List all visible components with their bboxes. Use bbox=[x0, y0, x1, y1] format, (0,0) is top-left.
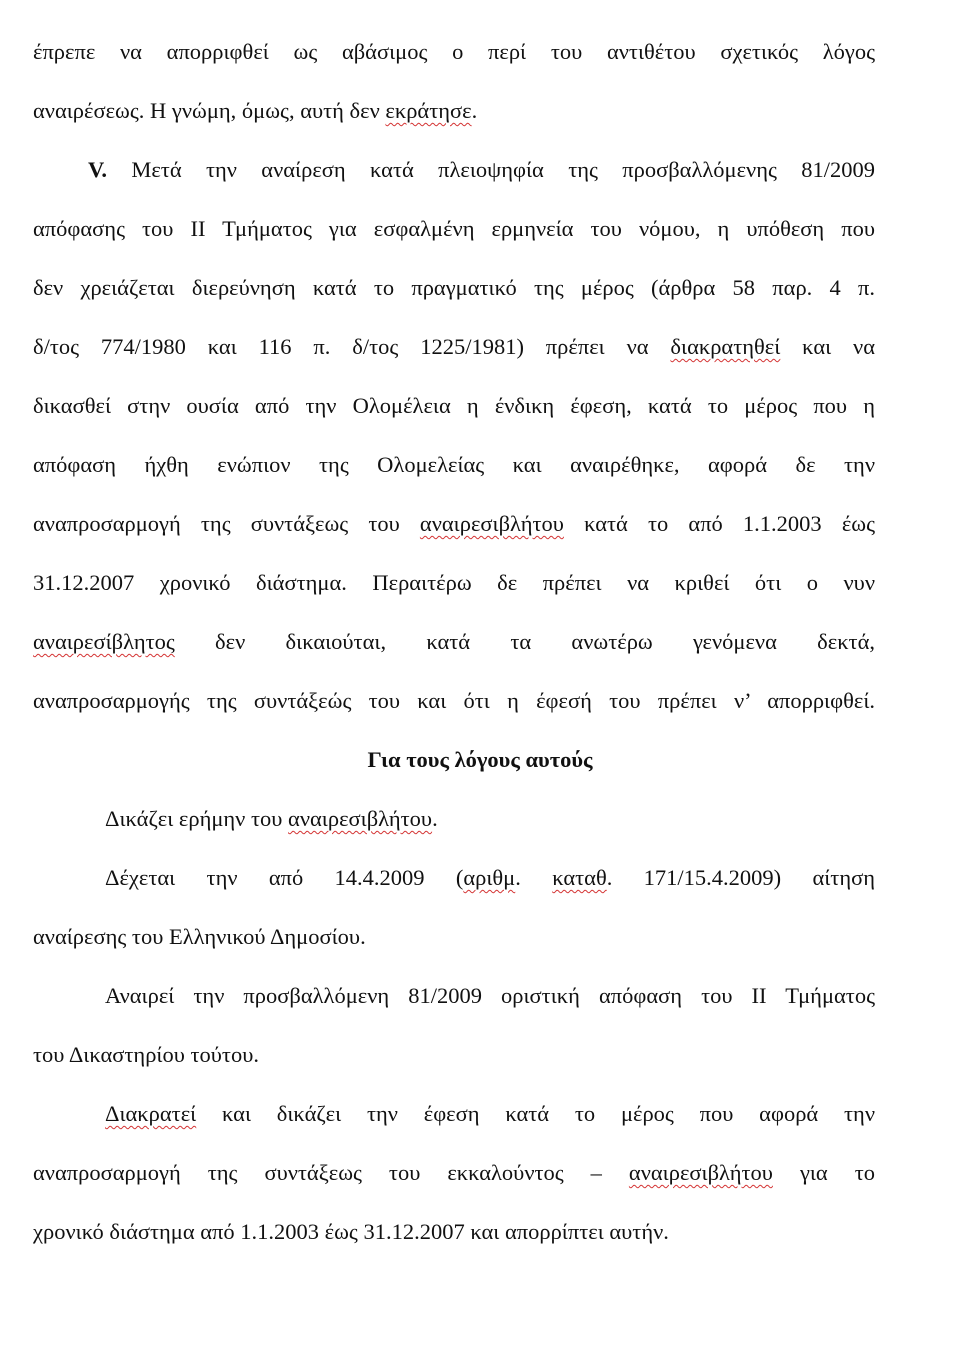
section-number: V. bbox=[88, 157, 107, 182]
ruling-line: Αναιρεί την προσβαλλόμενη 81/2009 οριστική απόφαση του ΙΙ Τμήματος bbox=[105, 983, 875, 1008]
paragraph-line: 31.12.2007 χρονικό διάστημα. Περαιτέρω δε πρέπει να κριθεί ότι ο νυν bbox=[33, 570, 875, 595]
paragraph-line: αναπροσαρμογή της συντάξεως του εκκαλούντος – αναιρεσιβλήτου για το bbox=[33, 1160, 875, 1185]
ruling-line: Δικάζει ερήμην του αναιρεσιβλήτου. bbox=[105, 806, 438, 831]
paragraph-line: αναπροσαρμογή της συντάξεως του αναιρεσιβλήτου κατά το από 1.1.2003 έως bbox=[33, 511, 875, 536]
section-heading: Για τους λόγους αυτούς bbox=[367, 747, 593, 772]
spellcheck-word: Διακρατεί bbox=[105, 1101, 197, 1126]
spellcheck-word: εκράτησε bbox=[385, 98, 472, 123]
ruling-line: Δέχεται την από 14.4.2009 (αριθμ. καταθ. 171/15.4.2009) αίτηση bbox=[105, 865, 876, 890]
section-v-line: V. Μετά την αναίρεση κατά πλειοψηφία της προσβαλλόμενης 81/2009 bbox=[88, 157, 875, 182]
spellcheck-word: αριθμ bbox=[463, 865, 516, 890]
ruling-line: Διακρατεί και δικάζει την έφεση κατά το μέρος που αφορά την bbox=[105, 1101, 875, 1126]
spellcheck-word: αναιρεσιβλήτου bbox=[419, 511, 564, 536]
spellcheck-word: αναιρεσιβλήτου bbox=[628, 1160, 773, 1185]
paragraph-line: αναιρεσίβλητος δεν δικαιούται, κατά τα ανωτέρω γενόμενα δεκτά, bbox=[33, 629, 875, 654]
paragraph-line: έπρεπε να απορριφθεί ως αβάσιμος ο περί του αντιθέτου σχετικός λόγος bbox=[33, 39, 875, 64]
spellcheck-word: αναιρεσιβλήτου bbox=[288, 806, 433, 831]
paragraph-line: δεν χρειάζεται διερεύνηση κατά το πραγματικό της μέρος (άρθρα 58 παρ. 4 π. bbox=[33, 275, 875, 300]
paragraph-line: απόφασης του ΙΙ Τμήματος για εσφαλμένη ερμηνεία του νόμου, η υπόθεση που bbox=[33, 216, 875, 241]
spellcheck-word: καταθ bbox=[552, 865, 607, 890]
paragraph-line: αναπροσαρμογής της συντάξεώς του και ότι η έφεσή του πρέπει ν’ απορριφθεί. bbox=[33, 688, 875, 713]
paragraph-line: δ/τος 774/1980 και 116 π. δ/τος 1225/1981) πρέπει να διακρατηθεί και να bbox=[33, 334, 875, 359]
paragraph-line: του Δικαστηρίου τούτου. bbox=[33, 1042, 259, 1067]
paragraph-line: χρονικό διάστημα από 1.1.2003 έως 31.12.2007 και απορρίπτει αυτήν. bbox=[33, 1219, 669, 1244]
spellcheck-word: αναιρεσίβλητος bbox=[33, 629, 175, 654]
paragraph-line: αναιρέσεως. Η γνώμη, όμως, αυτή δεν εκράτησε. bbox=[33, 98, 478, 123]
paragraph-line: απόφαση ήχθη ενώπιον της Ολομελείας και αναιρέθηκε, αφορά δε την bbox=[33, 452, 875, 477]
spellcheck-word: διακρατηθεί bbox=[670, 334, 781, 359]
paragraph-line: αναίρεσης του Ελληνικού Δημοσίου. bbox=[33, 924, 366, 949]
paragraph-line: δικασθεί στην ουσία από την Ολομέλεια η ένδικη έφεση, κατά το μέρος που η bbox=[33, 393, 875, 418]
